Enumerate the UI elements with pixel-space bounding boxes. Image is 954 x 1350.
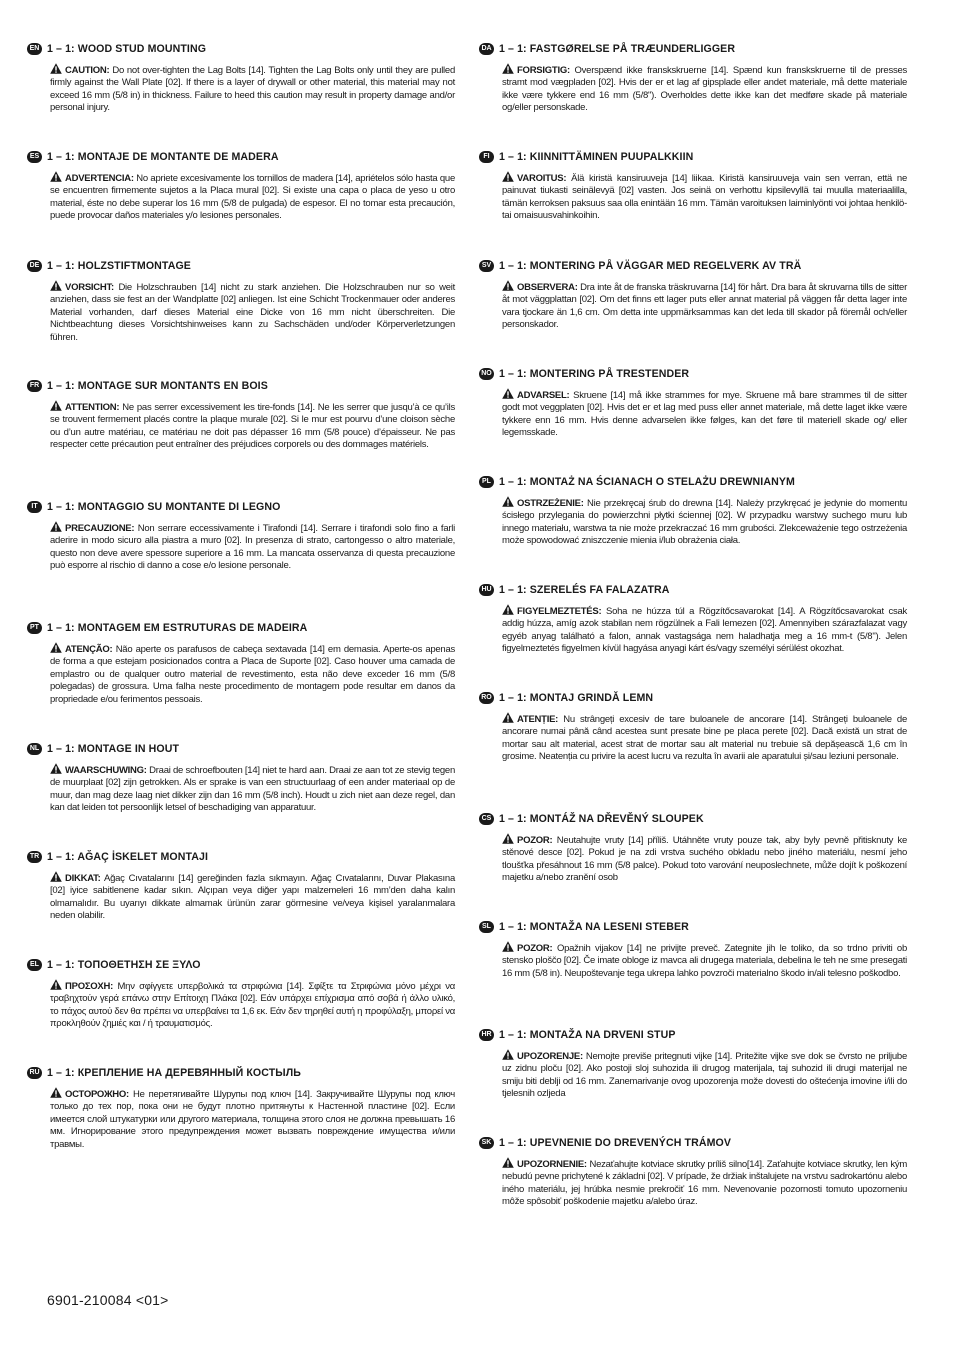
section-title: 1 – 1: MONTAŻ NA ŚCIANACH O STELAŻU DREWNIANYM — [499, 476, 795, 488]
caution-body: Ne pas serrer excessivement les tire-fonds [14]. Ne les serrer que jusqu’à ce qu’ils se trouvent fermement placés contre la plaque murale [02]. Si le mur est pourvu d’une cloison sèche ou d’un autre matériau, ce matériau ne doit pas dépasser 16 mm (5/8 pouce) d’épaisseur. Ne pas respecter cette précaution peut entraîner des préjudices corporels ou des dommages matériels. — [50, 402, 455, 451]
warning-icon — [50, 400, 62, 411]
caution-body: Soha ne húzza túl a Rögzítőcsavarokat [14]. A Rögzítőcsavarokat csak addig húzza, amíg azok stabilan nem rögzülnek a Fali lemezen [02]. Amennyiben szárazfalazat vagy egyéb anyag található a falon, annak vastagsága nem haladhatja meg a 16 mm-t (5/8"). Jelen figyelmeztetés figyelmen kívül hagyása anyagi kárt és/vagy személyi sérülést okozhat. — [502, 606, 907, 655]
caution-text — [50, 63, 455, 115]
section-heading — [479, 367, 909, 381]
section-title: 1 – 1: SZERELÉS FA FALAZATRA — [499, 584, 670, 596]
section-heading — [479, 812, 909, 826]
caution-label: ΠΡΟΣΟΧΗ: — [65, 981, 114, 992]
section-heading — [27, 742, 457, 756]
caution-text — [50, 171, 455, 223]
warning-icon — [502, 1157, 514, 1168]
language-badge: PL — [479, 476, 494, 488]
section-no — [479, 367, 909, 439]
caution-text — [502, 604, 907, 656]
caution-body: Μην σφίγγετε υπερβολικά τα στριφώνια [14]. Σφίξτε τα Στριφώνια μόνο μέχρι να τραβηχτούν γερά επάνω στην Επίτοιχη Πλάκα [02]. Εάν υπάρχει επίχρισμα από σοβά ή άλλο υλικό, το πάχος αυτού δεν θα πρέπει να υπερβαίνει τα 1,6 εκ. Εάν δεν τηρηθεί αυτή η προφύλαξη, μπορεί να προκληθούν ζημιές και / ή τραυματισμός. — [50, 981, 455, 1030]
section-title: 1 – 1: KIINNITTÄMINEN PUUPALKKIIN — [499, 151, 694, 163]
section-heading — [479, 42, 909, 56]
language-badge: SK — [479, 1137, 494, 1149]
caution-label: OBSERVERA: — [517, 282, 578, 293]
caution-text — [502, 1049, 907, 1101]
language-badge: NO — [479, 368, 494, 380]
caution-text — [502, 171, 907, 223]
caution-body: Nezaťahujte kotviace skrutky príliš silno[14]. Zaťahujte kotviace skrutky, len kým nebudú pevne prichytené k základni [02]. V prípade, že držiak inštalujete na vrstvu sadrokartónu alebo iného materiálu, jej hrúbka nesmie prekročiť 16 mm. Nevenovanie pozornosti tomuto upozorneniu môže spôsobiť poškodenie majetku a/alebo úraz. — [502, 1159, 907, 1208]
section-title: 1 – 1: MONTÁŽ NA DŘEVĚNÝ SLOUPEK — [499, 813, 704, 825]
caution-text — [502, 280, 907, 332]
warning-icon — [50, 642, 62, 653]
caution-label: POZOR: — [517, 835, 553, 846]
warning-icon — [502, 63, 514, 74]
warning-icon — [502, 604, 514, 615]
language-badge: ES — [27, 151, 42, 163]
language-badge: TR — [27, 851, 42, 863]
warning-icon — [502, 280, 514, 291]
caution-label: OSTRZEŻENIE: — [517, 498, 584, 509]
caution-body: Non serrare eccessivamente i Tirafondi [14]. Serrare i tirafondi solo fino a farli aderire in modo sicuro alla piastra a muro [02]. In presenza di strato, cartongesso o altro materiale, questo non deve avere spessore superiore a 16 mm. La mancata osservanza di questa precauzione può esporre al rischio di danno a cose e/o lesione personale. — [50, 523, 455, 572]
section-title: 1 – 1: MONTAGE IN HOUT — [47, 743, 180, 755]
section-title: 1 – 1: MONTAGGIO SU MONTANTE DI LEGNO — [47, 501, 281, 513]
caution-body: No apriete excesivamente los tornillos de madera [14], apriételos sólo hasta que se encuentren firmemente sujetos a la Placa mural [02]. Si existe una capa o placa de yeso u otro material, éste no debe superar los 16 mm (5/8 de pulgada) de espesor. El no tomar esta precaución, puede provocar daños materiales y/o lesiones personales. — [50, 173, 455, 222]
language-badge: RU — [27, 1067, 42, 1079]
warning-icon — [502, 941, 514, 952]
section-heading — [479, 1136, 909, 1150]
section-heading — [479, 259, 909, 273]
caution-body: Draai de schroefbouten [14] niet te hard aan. Draai ze aan tot ze stevig tegen de muurplaat [02] zijn getrokken. Als er sprake is van een structuurlaag of een ander materiaal op de muur, dan mag deze laag niet dikker zijn dan 16 mm (5/8 inch). Houdt u zich niet aan deze regel, dan kan dat leiden tot persoonlijk letsel of beschadiging van apparatuur. — [50, 765, 455, 814]
section-title: 1 – 1: MONTAJE DE MONTANTE DE MADERA — [47, 151, 279, 163]
caution-body: Nemojte previše pritegnuti vijke [14]. Pritežite vijke sve dok se čvrsto ne priljube uz zidnu ploču [02]. Ako postoji sloj suhozida ili drugog materijala, taj suhozid ili drugi materijal ne smiju biti deblji od 16 mm. Zanemarivanje ovog upozorenja može dovesti do oštećenja imovine i/ili do tjelesnih ozljeda — [502, 1051, 907, 1100]
section-es — [27, 150, 457, 222]
caution-body: Ağaç Cıvatalarını [14] gereğinden fazla sıkmayın. Ağaç Cıvatalarını, Duvar Plakasına [02] iyice sabitlenene kadar sıkın. Alçıpan veya diğer yapı malzemeleri 16 mm’den daha kalın olmamalıdır. Bu uyarıyı dikkate almamak ürünün zarar görmesine ve/veya kişisel yaralanmalara neden olabilir. — [50, 873, 455, 922]
language-badge: HR — [479, 1029, 494, 1041]
section-heading — [479, 475, 909, 489]
section-pt — [27, 621, 457, 705]
section-heading — [479, 920, 909, 934]
caution-text — [50, 400, 455, 452]
caution-label: ADVERTENCIA: — [65, 173, 134, 184]
section-heading — [27, 42, 457, 56]
language-badge: NL — [27, 743, 42, 755]
caution-body: Overspænd ikke franskskruerne [14]. Spænd kun franskskruerne til de presses stramt mod vægpladen [02]. Hvis der er et lag af gipsplade eller andet materiale, må dette materiale ikke være tykkere end 16 mm (5/8"). Overholdes dette ikke kan det medføre skade på materiale og/eller personskade. — [502, 65, 907, 114]
caution-body: Opažnih vijakov [14] ne privijte preveč. Zategnite jih le toliko, da so trdno priviti ob stensko ploščo [02]. Če imate obloge iz mavca ali drugega materiala, debelina le teh ne sme presegati 16 mm (5/8 in). Neupoštevanje tega ukrepa lahko povzroči materialno škodo in/ali telesno poškodbo. — [502, 943, 907, 979]
section-heading — [27, 259, 457, 273]
caution-text — [502, 496, 907, 548]
caution-label: FIGYELMEZTETÉS: — [517, 606, 602, 617]
caution-text — [50, 280, 455, 344]
warning-icon — [50, 63, 62, 74]
section-nl — [27, 742, 457, 814]
section-title: 1 – 1: MONTAŽA NA LESENI STEBER — [499, 921, 689, 933]
section-title: 1 – 1: MONTERING PÅ VÄGGAR MED REGELVERK AV TRÄ — [499, 260, 802, 272]
section-fr — [27, 379, 457, 451]
section-heading — [479, 150, 909, 164]
caution-body: Do not over-tighten the Lag Bolts [14]. Tighten the Lag Bolts only until they are pulled firmly against the Wall Plate [02]. If there is a layer of drywall or other material, this material may not exceed 16 mm (5/8 in) in thickness. Failure to heed this caution may result in property damage and/or personal injury. — [50, 65, 455, 114]
language-badge: FR — [27, 380, 42, 392]
caution-text — [50, 979, 455, 1031]
warning-icon — [50, 979, 62, 990]
language-badge: SV — [479, 260, 494, 272]
section-cs — [479, 812, 909, 884]
caution-text — [502, 1157, 907, 1209]
caution-label: ADVARSEL: — [517, 390, 570, 401]
warning-icon — [50, 763, 62, 774]
caution-body: Не перетягивайте Шурупы под ключ [14]. Закручивайте Шурупы под ключ только до тех пор, пока они не будут плотно притянуты к Настенной пластине [02]. Если имеется слой штукатурки или другого материала, толщина этого слоя не должна превышать 16 мм. Игнорирование этого предупреждения может вызвать повреждение имущества и/или травмы. — [50, 1089, 455, 1150]
section-el — [27, 958, 457, 1030]
caution-label: ATENÇÃO: — [65, 644, 113, 655]
caution-label: UPOZORNENIE: — [517, 1159, 587, 1170]
section-sl — [479, 920, 909, 979]
warning-icon — [50, 521, 62, 532]
section-title: 1 – 1: MONTAGE SUR MONTANTS EN BOIS — [47, 380, 268, 392]
caution-label: ATENȚIE: — [517, 714, 559, 725]
warning-icon — [50, 280, 62, 291]
section-heading — [27, 150, 457, 164]
warning-icon — [502, 171, 514, 182]
language-badge: EL — [27, 959, 42, 971]
caution-text — [50, 642, 455, 706]
caution-body: Neutahujte vruty [14] příliš. Utáhněte vruty pouze tak, aby byly pevně přitisknuty ke stěnové desce [02]. Pokud je na zdi vrstva suchého obkladu nebo jiného materiálu, nesmí jeho tloušťka přesáhnout 16 mm (5/8 palce). Pokud toto varování neuposlechnete, může dojít k poškození majetku a/nebo zranění osob — [502, 835, 907, 884]
section-title: 1 – 1: FASTGØRELSE PÅ TRÆUNDERLIGGER — [499, 43, 736, 55]
language-badge: EN — [27, 43, 42, 55]
section-title: 1 – 1: HOLZSTIFTMONTAGE — [47, 260, 191, 272]
section-title: 1 – 1: MONTAJ GRINDĂ LEMN — [499, 692, 654, 704]
caution-text — [502, 833, 907, 885]
caution-text — [50, 763, 455, 815]
language-badge: HU — [479, 584, 494, 596]
section-title: 1 – 1: AĞAÇ İSKELET MONTAJI — [47, 851, 209, 863]
section-de — [27, 259, 457, 343]
caution-label: ОСТОРОЖНО: — [65, 1089, 129, 1100]
warning-icon — [502, 388, 514, 399]
caution-label: WAARSCHUWING: — [65, 765, 147, 776]
document-number: 6901-210084 <01> — [47, 1292, 169, 1308]
caution-label: DIKKAT: — [65, 873, 101, 884]
section-title: 1 – 1: WOOD STUD MOUNTING — [47, 43, 207, 55]
caution-text — [502, 388, 907, 440]
language-badge: RO — [479, 692, 494, 704]
section-hu — [479, 583, 909, 655]
section-tr — [27, 850, 457, 922]
section-title: 1 – 1: КРЕПЛЕНИЕ НА ДЕРЕВЯННЫЙ КОСТЫЛЬ — [47, 1067, 302, 1079]
section-da — [479, 42, 909, 114]
caution-text — [502, 63, 907, 115]
section-title: 1 – 1: MONTAŽA NA DRVENI STUP — [499, 1029, 676, 1041]
warning-icon — [502, 833, 514, 844]
caution-text — [50, 521, 455, 573]
caution-body: Älä kiristä kansiruuveja [14] liikaa. Kiristä kansiruuveja vain sen verran, että ne painuvat tiukasti seinälevyä [02] vasten. Jos seinä on verhottu kipsilevyllä tai muulla materiaalilla, tämän kerroksen paksuus saa olla enintään 16 mm. Tämän varoituksen laiminlyönti voi johtaa henkilö- tai omaisuusvahinkoihin. — [502, 173, 907, 222]
caution-body: Nu strângeți excesiv de tare buloanele de ancorare [14]. Strângeți buloanele de ancorare numai până când acestea sunt presate bine pe placa perete [02]. Dacă există un strat de mortar sau alt material, acest strat de mortar sau alt material nu trebuie să depășească 1,6 cm în grosime. Neatenția cu privire la acest lucru va rezulta în avarii ale aparatului și/sau leziuni personale. — [502, 714, 907, 763]
caution-body: Não aperte os parafusos de cabeça sextavada [14] em demasia. Aperte-os apenas de forma a que estejam posicionados contra a Placa de Suporte [02]. Caso houver uma camada de emplastro ou de qualquer outro material de revestimento, esta não deve exceder 16 mm (5/8 polegadas) de grossura. Uma falha neste procedimento de montagem pode resultar em danos da propriedade e/ou ferimentos pessoais. — [50, 644, 455, 705]
language-badge: SL — [479, 921, 494, 933]
caution-body: Skruene [14] må ikke strammes for mye. Skruene må bare strammes til de sitter godt mot veggplaten [02]. Hvis det er et lag med puss eller annet materiale, må dette laget ikke være tykkere enn 16 mm. Hvis denne advarselen ikke følges, kan det føre til materiell skade og/ eller legemsskade. — [502, 390, 907, 439]
section-heading — [27, 850, 457, 864]
section-fi — [479, 150, 909, 222]
section-title: 1 – 1: MONTERING PÅ TRESTENDER — [499, 368, 690, 380]
caution-text — [502, 712, 907, 764]
caution-text — [50, 1087, 455, 1151]
section-heading — [27, 958, 457, 972]
section-title: 1 – 1: MONTAGEM EM ESTRUTURAS DE MADEIRA — [47, 622, 308, 634]
section-hr — [479, 1028, 909, 1100]
warning-icon — [50, 171, 62, 182]
caution-body: Nie przekręcaj śrub do drewna [14]. Należy przykręcać je jedynie do momentu ścisłego przylegania do powierzchni płytki ściennej [02]. W przypadku warstwy suchego muru lub innego materiału, warstwa ta nie może przekraczać 16 mm grubości. Zlekceważenie tego ostrzeżenia może spowodować zniszczenie mienia i/lub obrażenia ciała. — [502, 498, 907, 547]
section-heading — [27, 500, 457, 514]
warning-icon — [502, 496, 514, 507]
section-it — [27, 500, 457, 572]
warning-icon — [502, 1049, 514, 1060]
language-badge: PT — [27, 622, 42, 634]
caution-label: VAROITUS: — [517, 173, 567, 184]
language-badge: FI — [479, 151, 494, 163]
section-sv — [479, 259, 909, 331]
language-badge: DE — [27, 260, 42, 272]
section-heading — [27, 379, 457, 393]
caution-label: PRECAUZIONE: — [65, 523, 135, 534]
caution-label: FORSIGTIG: — [517, 65, 570, 76]
caution-text — [50, 871, 455, 923]
section-heading — [479, 583, 909, 597]
section-heading — [479, 1028, 909, 1042]
language-badge: IT — [27, 501, 42, 513]
caution-text — [502, 941, 907, 980]
caution-label: VORSICHT: — [65, 282, 114, 293]
caution-label: CAUTION: — [65, 65, 110, 76]
language-badge: DA — [479, 43, 494, 55]
caution-label: POZOR: — [517, 943, 553, 954]
section-heading — [479, 691, 909, 705]
section-en — [27, 42, 457, 114]
section-pl — [479, 475, 909, 547]
section-title: 1 – 1: UPEVNENIE DO DREVENÝCH TRÁMOV — [499, 1137, 731, 1149]
section-sk — [479, 1136, 909, 1208]
caution-body: Die Holzschrauben [14] nicht zu stark anziehen. Die Holzschrauben nur so weit anziehen, dass sie fest an der Wandplatte [02] anliegen. Ist eine Schicht Trockenmauer oder anderes Material vorhanden, darf dieses Material eine Dicke von 16 mm nicht überschreiten. Die Nichtbeachtung dieses Vorsichtshinweises kann zu Sachschäden und/oder Körperverletzungen führen. — [50, 282, 455, 343]
section-title: 1 – 1: ΤΟΠΟΘΕΤΗΣΗ ΣΕ ΞΥΛΟ — [47, 959, 201, 971]
section-ro — [479, 691, 909, 763]
section-ru — [27, 1066, 457, 1150]
caution-label: UPOZORENJE: — [517, 1051, 583, 1062]
section-heading — [27, 1066, 457, 1080]
caution-label: ATTENTION: — [65, 402, 120, 413]
warning-icon — [50, 1087, 62, 1098]
section-heading — [27, 621, 457, 635]
warning-icon — [502, 712, 514, 723]
caution-body: Dra inte åt de franska träskruvarna [14] för hårt. Dra bara åt skruvarna tills de sitter åt mot väggplattan [02]. Om det finns ett lager puts eller annat material på väggen får detta lager inte vara tjockare än 1,6 cm. Om detta inte uppmärksammas kan det leda till skador på föremål och/eller personskador. — [502, 282, 907, 331]
warning-icon — [50, 871, 62, 882]
language-badge: CS — [479, 813, 494, 825]
